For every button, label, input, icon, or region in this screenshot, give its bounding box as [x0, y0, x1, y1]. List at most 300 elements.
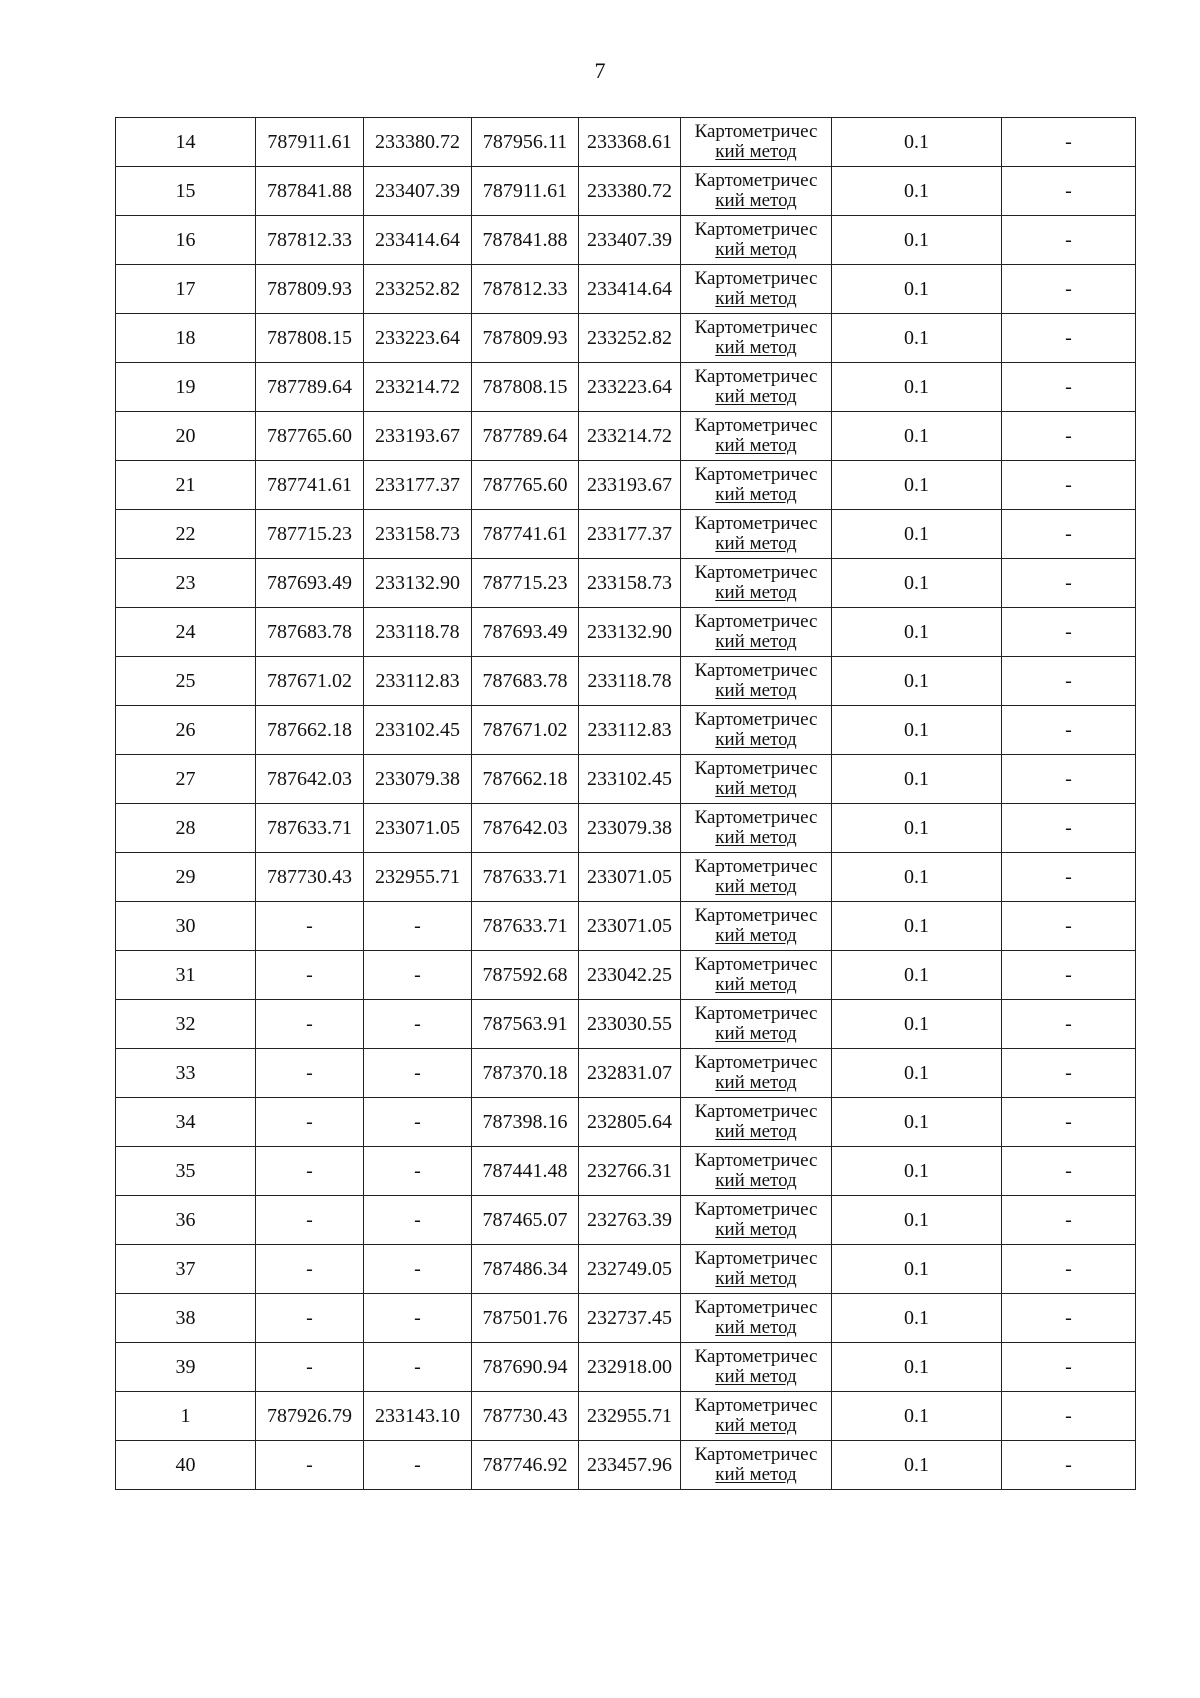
old-y-cell: - [364, 1294, 472, 1343]
old-x-cell: 787812.33 [256, 216, 364, 265]
new-x-cell: 787808.15 [472, 363, 579, 412]
method-line-2: кий метод [715, 876, 797, 897]
point-number-cell: 24 [116, 608, 256, 657]
new-x-cell: 787633.71 [472, 853, 579, 902]
method-cell [681, 902, 832, 951]
method-line-1: Картометричес [694, 660, 818, 681]
old-y-cell: - [364, 1196, 472, 1245]
table-row [116, 118, 1136, 167]
point-number-cell: 28 [116, 804, 256, 853]
method-line-1: Картометричес [694, 1346, 818, 1367]
method-line-1: Картометричес [694, 611, 818, 632]
point-number-cell: 29 [116, 853, 256, 902]
old-x-cell: 787841.88 [256, 167, 364, 216]
description-cell: - [1002, 118, 1136, 167]
table-row [116, 461, 1136, 510]
method-line-2: кий метод [715, 288, 797, 309]
method-cell [681, 1000, 832, 1049]
method-cell [681, 559, 832, 608]
new-y-cell: 233177.37 [579, 510, 681, 559]
old-y-cell: - [364, 1098, 472, 1147]
method-line-1: Картометричес [694, 562, 818, 583]
accuracy-cell: 0.1 [832, 853, 1002, 902]
new-y-cell: 233030.55 [579, 1000, 681, 1049]
method-line-1: Картометричес [694, 317, 818, 338]
old-y-cell: 233252.82 [364, 265, 472, 314]
new-y-cell: 233071.05 [579, 853, 681, 902]
new-y-cell: 233414.64 [579, 265, 681, 314]
old-x-cell: 787633.71 [256, 804, 364, 853]
new-x-cell: 787693.49 [472, 608, 579, 657]
new-y-cell: 232737.45 [579, 1294, 681, 1343]
accuracy-cell: 0.1 [832, 1343, 1002, 1392]
new-x-cell: 787465.07 [472, 1196, 579, 1245]
new-x-cell: 787956.11 [472, 118, 579, 167]
description-cell: - [1002, 1147, 1136, 1196]
old-x-cell: - [256, 1245, 364, 1294]
old-x-cell: 787693.49 [256, 559, 364, 608]
point-number-cell: 15 [116, 167, 256, 216]
new-x-cell: 787592.68 [472, 951, 579, 1000]
new-x-cell: 787633.71 [472, 902, 579, 951]
old-x-cell: 787809.93 [256, 265, 364, 314]
point-number-cell: 14 [116, 118, 256, 167]
method-line-1: Картометричес [694, 1150, 818, 1171]
old-x-cell: 787911.61 [256, 118, 364, 167]
new-y-cell: 232831.07 [579, 1049, 681, 1098]
accuracy-cell: 0.1 [832, 755, 1002, 804]
method-cell [681, 706, 832, 755]
old-x-cell: - [256, 1294, 364, 1343]
method-line-1: Картометричес [694, 954, 818, 975]
method-cell [681, 461, 832, 510]
method-cell [681, 804, 832, 853]
method-line-2: кий метод [715, 582, 797, 603]
accuracy-cell: 0.1 [832, 1294, 1002, 1343]
method-line-1: Картометричес [694, 1297, 818, 1318]
table-row [116, 1049, 1136, 1098]
method-cell [681, 1196, 832, 1245]
table-row [116, 1000, 1136, 1049]
accuracy-cell: 0.1 [832, 1049, 1002, 1098]
description-cell: - [1002, 1245, 1136, 1294]
old-y-cell: - [364, 1000, 472, 1049]
old-x-cell: 787662.18 [256, 706, 364, 755]
point-number-cell: 26 [116, 706, 256, 755]
method-line-2: кий метод [715, 729, 797, 750]
method-line-1: Картометричес [694, 905, 818, 926]
point-number-cell: 36 [116, 1196, 256, 1245]
table-row [116, 1294, 1136, 1343]
accuracy-cell: 0.1 [832, 461, 1002, 510]
method-line-2: кий метод [715, 1219, 797, 1240]
method-line-1: Картометричес [694, 1052, 818, 1073]
point-number-cell: 40 [116, 1441, 256, 1490]
table-row [116, 755, 1136, 804]
new-x-cell: 787642.03 [472, 804, 579, 853]
old-y-cell: - [364, 1147, 472, 1196]
old-x-cell: 787926.79 [256, 1392, 364, 1441]
new-y-cell: 232805.64 [579, 1098, 681, 1147]
description-cell: - [1002, 1098, 1136, 1147]
old-x-cell: - [256, 1049, 364, 1098]
method-line-2: кий метод [715, 141, 797, 162]
method-cell [681, 1294, 832, 1343]
point-number-cell: 38 [116, 1294, 256, 1343]
old-y-cell: 233158.73 [364, 510, 472, 559]
new-y-cell: 233193.67 [579, 461, 681, 510]
point-number-cell: 27 [116, 755, 256, 804]
table-row [116, 1441, 1136, 1490]
table-row [116, 265, 1136, 314]
method-line-2: кий метод [715, 1464, 797, 1485]
point-number-cell: 34 [116, 1098, 256, 1147]
new-y-cell: 233071.05 [579, 902, 681, 951]
table-row [116, 657, 1136, 706]
old-y-cell: 233143.10 [364, 1392, 472, 1441]
method-line-1: Картометричес [694, 415, 818, 436]
new-x-cell: 787398.16 [472, 1098, 579, 1147]
description-cell: - [1002, 510, 1136, 559]
new-x-cell: 787765.60 [472, 461, 579, 510]
method-cell [681, 510, 832, 559]
new-x-cell: 787370.18 [472, 1049, 579, 1098]
new-x-cell: 787715.23 [472, 559, 579, 608]
old-x-cell: 787808.15 [256, 314, 364, 363]
method-line-2: кий метод [715, 484, 797, 505]
method-cell [681, 853, 832, 902]
description-cell: - [1002, 1294, 1136, 1343]
old-x-cell: - [256, 1147, 364, 1196]
accuracy-cell: 0.1 [832, 118, 1002, 167]
old-y-cell: - [364, 951, 472, 1000]
accuracy-cell: 0.1 [832, 951, 1002, 1000]
point-number-cell: 35 [116, 1147, 256, 1196]
method-line-1: Картометричес [694, 856, 818, 877]
method-cell [681, 167, 832, 216]
method-line-2: кий метод [715, 1268, 797, 1289]
new-x-cell: 787730.43 [472, 1392, 579, 1441]
table-row [116, 559, 1136, 608]
accuracy-cell: 0.1 [832, 804, 1002, 853]
table-body [116, 118, 1136, 1490]
old-x-cell: - [256, 1441, 364, 1490]
table-row [116, 804, 1136, 853]
old-x-cell: - [256, 1000, 364, 1049]
method-cell [681, 1049, 832, 1098]
old-x-cell: 787683.78 [256, 608, 364, 657]
accuracy-cell: 0.1 [832, 608, 1002, 657]
method-cell [681, 1392, 832, 1441]
description-cell: - [1002, 706, 1136, 755]
method-line-2: кий метод [715, 435, 797, 456]
old-x-cell: 787765.60 [256, 412, 364, 461]
point-number-cell: 32 [116, 1000, 256, 1049]
old-y-cell: - [364, 1441, 472, 1490]
old-y-cell: 233407.39 [364, 167, 472, 216]
description-cell: - [1002, 167, 1136, 216]
method-line-2: кий метод [715, 827, 797, 848]
table-row [116, 216, 1136, 265]
method-line-2: кий метод [715, 239, 797, 260]
table-row [116, 412, 1136, 461]
accuracy-cell: 0.1 [832, 1196, 1002, 1245]
method-line-2: кий метод [715, 1121, 797, 1142]
old-x-cell: 787789.64 [256, 363, 364, 412]
old-x-cell: 787715.23 [256, 510, 364, 559]
point-number-cell: 20 [116, 412, 256, 461]
old-x-cell: - [256, 1343, 364, 1392]
point-number-cell: 22 [116, 510, 256, 559]
table-row [116, 510, 1136, 559]
accuracy-cell: 0.1 [832, 363, 1002, 412]
accuracy-cell: 0.1 [832, 1098, 1002, 1147]
table-row [116, 902, 1136, 951]
coordinates-table [115, 117, 1136, 1490]
method-cell [681, 118, 832, 167]
method-line-1: Картометричес [694, 170, 818, 191]
new-x-cell: 787563.91 [472, 1000, 579, 1049]
description-cell: - [1002, 1441, 1136, 1490]
table-row [116, 951, 1136, 1000]
method-line-1: Картометричес [694, 464, 818, 485]
description-cell: - [1002, 559, 1136, 608]
old-x-cell: - [256, 902, 364, 951]
method-line-1: Картометричес [694, 1248, 818, 1269]
table-row [116, 608, 1136, 657]
table-row [116, 1245, 1136, 1294]
description-cell: - [1002, 1392, 1136, 1441]
method-line-1: Картометричес [694, 513, 818, 534]
table-row [116, 314, 1136, 363]
accuracy-cell: 0.1 [832, 1392, 1002, 1441]
method-cell [681, 951, 832, 1000]
old-x-cell: - [256, 1098, 364, 1147]
method-cell [681, 314, 832, 363]
table-row [116, 853, 1136, 902]
old-y-cell: 233071.05 [364, 804, 472, 853]
method-line-2: кий метод [715, 337, 797, 358]
method-line-2: кий метод [715, 1072, 797, 1093]
table-row [116, 1392, 1136, 1441]
accuracy-cell: 0.1 [832, 902, 1002, 951]
new-y-cell: 233042.25 [579, 951, 681, 1000]
table-row [116, 363, 1136, 412]
new-y-cell: 232749.05 [579, 1245, 681, 1294]
method-line-1: Картометричес [694, 807, 818, 828]
old-y-cell: 233380.72 [364, 118, 472, 167]
old-x-cell: 787642.03 [256, 755, 364, 804]
accuracy-cell: 0.1 [832, 1147, 1002, 1196]
point-number-cell: 25 [116, 657, 256, 706]
point-number-cell: 19 [116, 363, 256, 412]
table-row [116, 1147, 1136, 1196]
old-y-cell: - [364, 1343, 472, 1392]
accuracy-cell: 0.1 [832, 1245, 1002, 1294]
description-cell: - [1002, 412, 1136, 461]
old-x-cell: 787741.61 [256, 461, 364, 510]
table-row [116, 167, 1136, 216]
old-y-cell: - [364, 1245, 472, 1294]
method-cell [681, 363, 832, 412]
new-y-cell: 233079.38 [579, 804, 681, 853]
method-cell [681, 755, 832, 804]
new-y-cell: 233252.82 [579, 314, 681, 363]
method-line-1: Картометричес [694, 709, 818, 730]
new-x-cell: 787683.78 [472, 657, 579, 706]
description-cell: - [1002, 1343, 1136, 1392]
new-x-cell: 787812.33 [472, 265, 579, 314]
description-cell: - [1002, 853, 1136, 902]
method-cell [681, 1098, 832, 1147]
table-row [116, 1196, 1136, 1245]
old-y-cell: 233223.64 [364, 314, 472, 363]
new-y-cell: 233380.72 [579, 167, 681, 216]
new-x-cell: 787486.34 [472, 1245, 579, 1294]
method-line-1: Картометричес [694, 1003, 818, 1024]
old-y-cell: 233214.72 [364, 363, 472, 412]
new-x-cell: 787501.76 [472, 1294, 579, 1343]
old-y-cell: 233177.37 [364, 461, 472, 510]
method-line-1: Картометричес [694, 219, 818, 240]
new-y-cell: 233132.90 [579, 608, 681, 657]
description-cell: - [1002, 657, 1136, 706]
new-x-cell: 787690.94 [472, 1343, 579, 1392]
new-y-cell: 233102.45 [579, 755, 681, 804]
method-cell [681, 657, 832, 706]
new-x-cell: 787789.64 [472, 412, 579, 461]
accuracy-cell: 0.1 [832, 412, 1002, 461]
old-y-cell: 233414.64 [364, 216, 472, 265]
new-y-cell: 233118.78 [579, 657, 681, 706]
new-y-cell: 233158.73 [579, 559, 681, 608]
method-line-1: Картометричес [694, 1199, 818, 1220]
method-cell [681, 265, 832, 314]
method-line-1: Картометричес [694, 758, 818, 779]
point-number-cell: 16 [116, 216, 256, 265]
old-y-cell: - [364, 1049, 472, 1098]
old-y-cell: - [364, 902, 472, 951]
point-number-cell: 39 [116, 1343, 256, 1392]
method-cell [681, 412, 832, 461]
new-y-cell: 232918.00 [579, 1343, 681, 1392]
new-y-cell: 233368.61 [579, 118, 681, 167]
new-y-cell: 233112.83 [579, 706, 681, 755]
point-number-cell: 23 [116, 559, 256, 608]
method-line-2: кий метод [715, 1366, 797, 1387]
accuracy-cell: 0.1 [832, 1000, 1002, 1049]
method-line-1: Картометричес [694, 121, 818, 142]
new-x-cell: 787671.02 [472, 706, 579, 755]
method-line-1: Картометричес [694, 1444, 818, 1465]
new-y-cell: 232763.39 [579, 1196, 681, 1245]
method-line-2: кий метод [715, 1023, 797, 1044]
old-y-cell: 233079.38 [364, 755, 472, 804]
description-cell: - [1002, 314, 1136, 363]
point-number-cell: 21 [116, 461, 256, 510]
old-x-cell: 787730.43 [256, 853, 364, 902]
new-x-cell: 787911.61 [472, 167, 579, 216]
accuracy-cell: 0.1 [832, 265, 1002, 314]
old-x-cell: 787671.02 [256, 657, 364, 706]
method-line-1: Картометричес [694, 366, 818, 387]
table-row [116, 1343, 1136, 1392]
old-x-cell: - [256, 1196, 364, 1245]
new-y-cell: 232766.31 [579, 1147, 681, 1196]
description-cell: - [1002, 1000, 1136, 1049]
method-line-1: Картометричес [694, 268, 818, 289]
old-y-cell: 233112.83 [364, 657, 472, 706]
accuracy-cell: 0.1 [832, 1441, 1002, 1490]
method-cell [681, 1441, 832, 1490]
method-line-2: кий метод [715, 190, 797, 211]
method-line-2: кий метод [715, 386, 797, 407]
description-cell: - [1002, 902, 1136, 951]
new-x-cell: 787741.61 [472, 510, 579, 559]
new-x-cell: 787662.18 [472, 755, 579, 804]
old-y-cell: 232955.71 [364, 853, 472, 902]
accuracy-cell: 0.1 [832, 167, 1002, 216]
new-x-cell: 787441.48 [472, 1147, 579, 1196]
table-row [116, 706, 1136, 755]
method-line-2: кий метод [715, 533, 797, 554]
point-number-cell: 17 [116, 265, 256, 314]
description-cell: - [1002, 265, 1136, 314]
method-line-2: кий метод [715, 1170, 797, 1191]
method-line-2: кий метод [715, 631, 797, 652]
old-y-cell: 233118.78 [364, 608, 472, 657]
method-line-1: Картометричес [694, 1395, 818, 1416]
method-cell [681, 1343, 832, 1392]
method-line-2: кий метод [715, 1415, 797, 1436]
point-number-cell: 30 [116, 902, 256, 951]
old-y-cell: 233132.90 [364, 559, 472, 608]
method-line-2: кий метод [715, 925, 797, 946]
method-line-2: кий метод [715, 778, 797, 799]
new-x-cell: 787746.92 [472, 1441, 579, 1490]
description-cell: - [1002, 804, 1136, 853]
method-cell [681, 216, 832, 265]
point-number-cell: 1 [116, 1392, 256, 1441]
description-cell: - [1002, 1196, 1136, 1245]
accuracy-cell: 0.1 [832, 510, 1002, 559]
point-number-cell: 33 [116, 1049, 256, 1098]
description-cell: - [1002, 216, 1136, 265]
new-y-cell: 233457.96 [579, 1441, 681, 1490]
new-y-cell: 233407.39 [579, 216, 681, 265]
point-number-cell: 37 [116, 1245, 256, 1294]
new-y-cell: 232955.71 [579, 1392, 681, 1441]
new-x-cell: 787809.93 [472, 314, 579, 363]
description-cell: - [1002, 1049, 1136, 1098]
method-line-2: кий метод [715, 974, 797, 995]
accuracy-cell: 0.1 [832, 657, 1002, 706]
method-cell [681, 1245, 832, 1294]
description-cell: - [1002, 608, 1136, 657]
point-number-cell: 18 [116, 314, 256, 363]
description-cell: - [1002, 363, 1136, 412]
new-y-cell: 233223.64 [579, 363, 681, 412]
accuracy-cell: 0.1 [832, 314, 1002, 363]
accuracy-cell: 0.1 [832, 216, 1002, 265]
description-cell: - [1002, 755, 1136, 804]
method-cell [681, 608, 832, 657]
old-y-cell: 233193.67 [364, 412, 472, 461]
description-cell: - [1002, 951, 1136, 1000]
new-x-cell: 787841.88 [472, 216, 579, 265]
method-line-1: Картометричес [694, 1101, 818, 1122]
old-x-cell: - [256, 951, 364, 1000]
